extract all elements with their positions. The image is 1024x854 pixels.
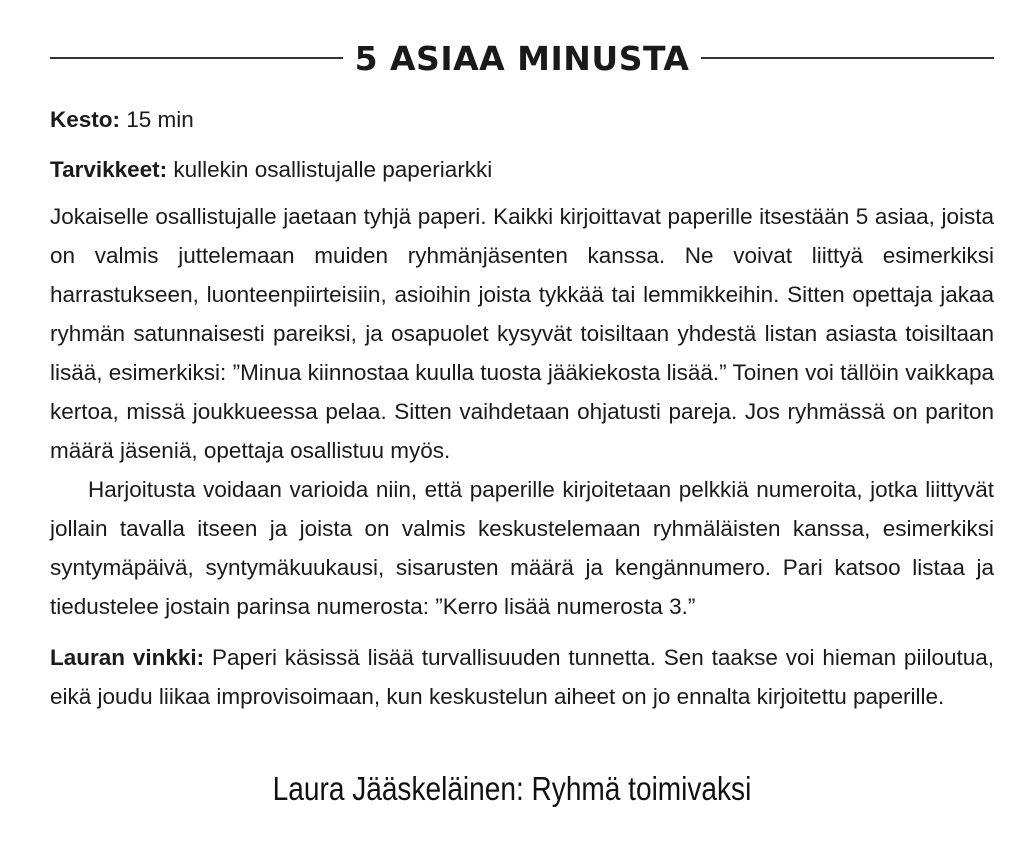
- materials-value: kullekin osallistujalle paperiarkki: [167, 157, 493, 182]
- instructions-paragraph-2: Harjoitusta voidaan varioida niin, että paperille kirjoitetaan pelkkiä numeroita, jotka liittyvät jollain tavalla itseen ja joista on valmis keskustelemaan ryhmäläisten kanssa, esimerkiksi syntymäpäivä, syntymäkuukausi, sisarusten määrä ja kengännumero. Pari katsoo listaa ja tiedustelee jostain parinsa numerosta: ”Kerro lisää numerosta 3.”: [50, 477, 994, 619]
- title-rule-right: [701, 57, 994, 59]
- duration-label: Kesto:: [50, 107, 121, 132]
- instructions-paragraph-1: Jokaiselle osallistujalle jaetaan tyhjä paperi. Kaikki kirjoittavat paperille itsestään 5 asiaa, joista on valmis juttelemaan muiden ryhmänjäsenten kanssa. Ne voivat liittyä esimerkiksi harrastukseen, luonteenpiirteisiin, asioihin joista tykkää tai lemmikkeihin. Sitten opettaja jakaa ryhmän satunnaisesti pareiksi, ja osapuolet kysyvät toisiltaan yhdestä listan asiasta toisiltaan lisää, esimerkiksi: ”Minua kiinnostaa kuulla tuosta jääkiekosta lisää.” Toinen voi tällöin vaikkapa kertoa, missä joukkueessa pelaa. Sitten vaihdetaan ohjatusti pareja. Jos ryhmässä on pariton määrä jäseniä, opettaja osallistuu myös.: [50, 204, 994, 463]
- exercise-title: 5 ASIAA MINUSTA: [354, 38, 690, 78]
- exercise-card: [50, 30, 994, 716]
- instructions: [50, 197, 994, 626]
- tip-label: Lauran vinkki:: [50, 645, 205, 670]
- materials-label: Tarvikkeet:: [50, 157, 168, 182]
- source-caption: Laura Jääskeläinen: Ryhmä toimivaksi: [272, 770, 752, 807]
- title-row: [50, 30, 994, 86]
- title-rule-left: [50, 57, 343, 59]
- duration-line: [50, 100, 994, 139]
- tip-paragraph: [50, 638, 994, 716]
- duration-value: 15 min: [120, 107, 194, 132]
- tip-text: Paperi käsissä lisää turvallisuuden tunnetta. Sen taakse voi hieman piiloutua, eikä joudu liikaa improvisoimaan, kun keskustelun aiheet on jo ennalta kirjoitettu paperille.: [50, 645, 994, 709]
- materials-line: [50, 150, 994, 189]
